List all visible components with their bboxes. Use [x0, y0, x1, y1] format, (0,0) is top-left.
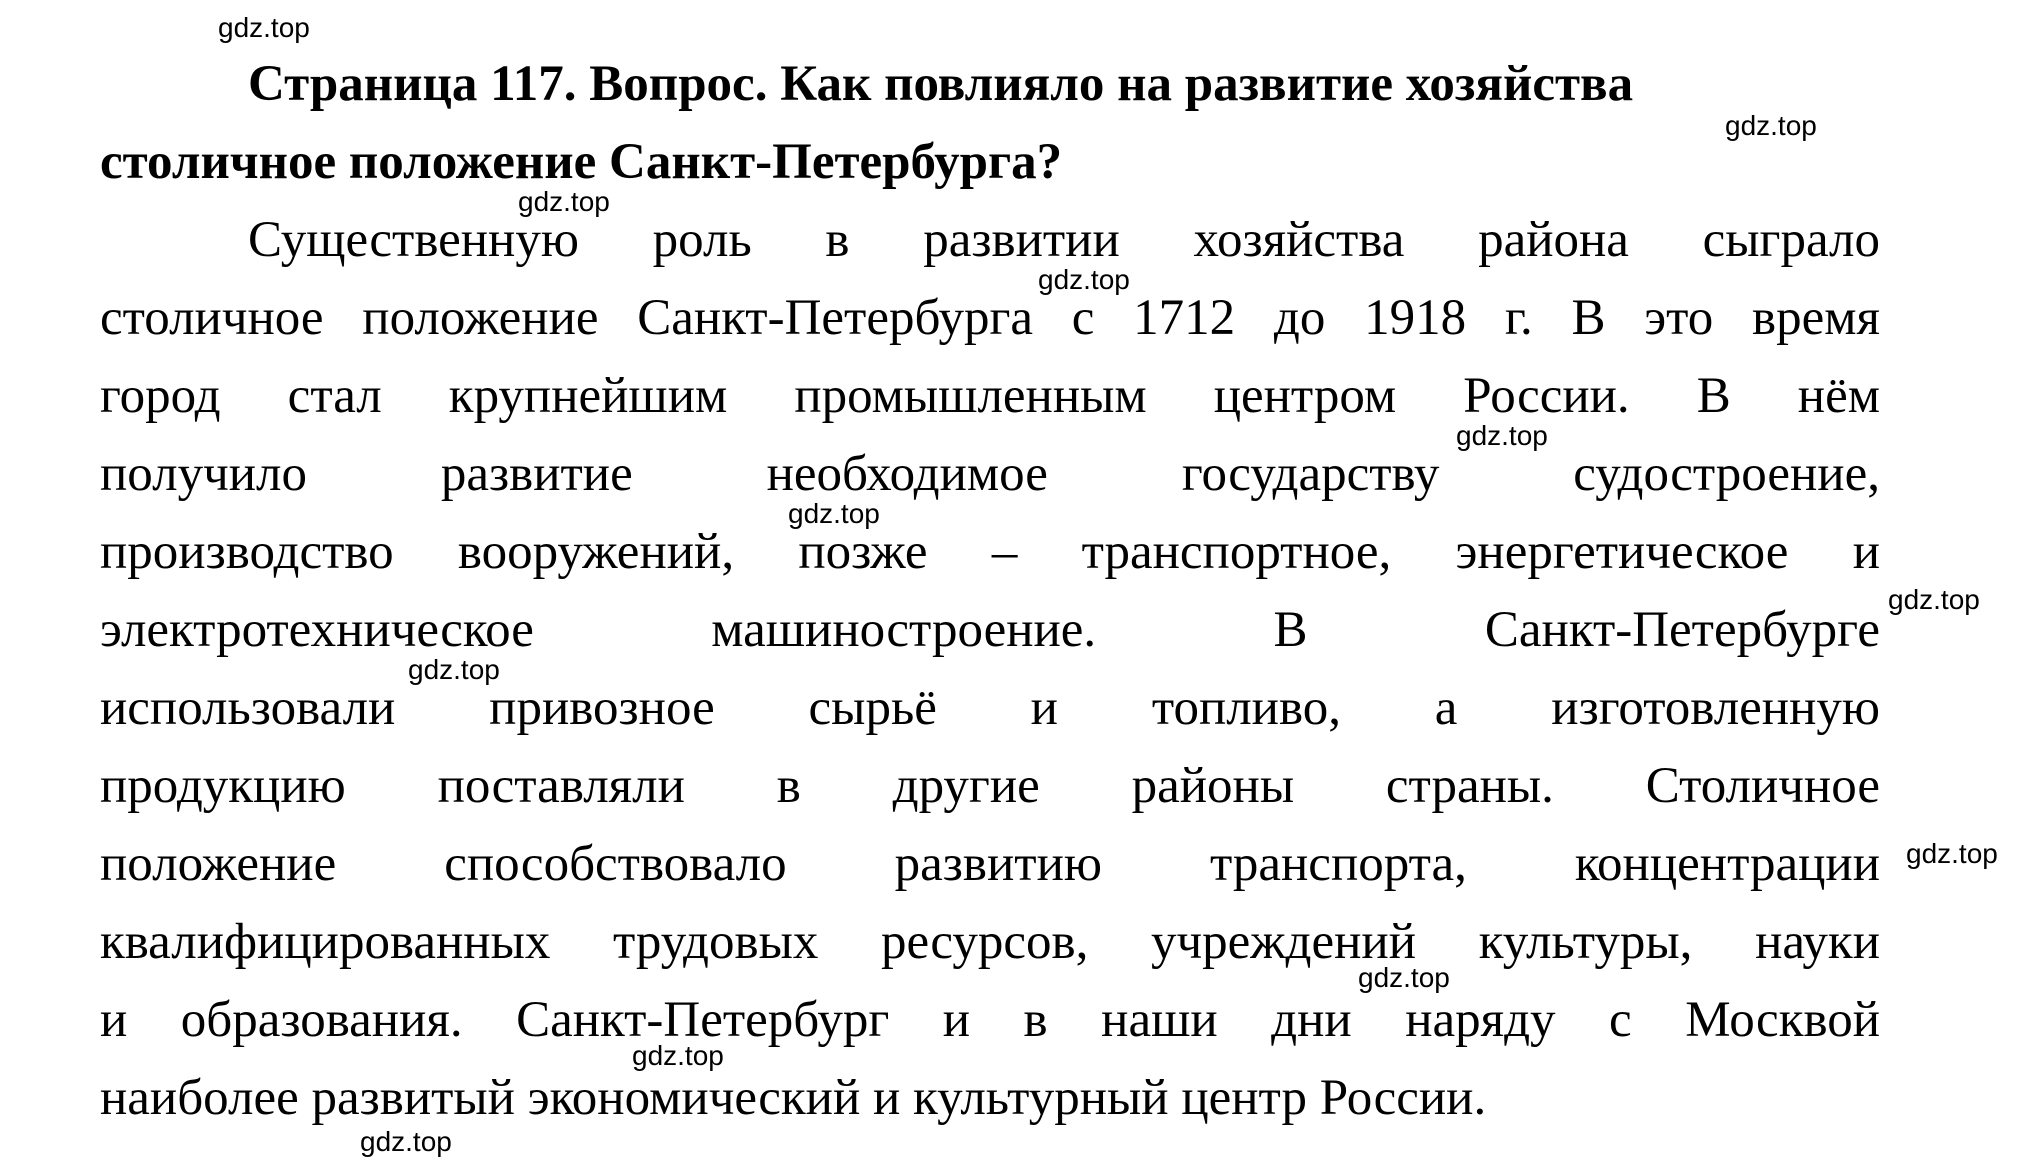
- body-line: производство вооружений, позже – транспортное, энергетическое и: [100, 524, 1880, 580]
- watermark: gdz.top: [360, 1126, 452, 1157]
- body-line: использовали привозное сырьё и топливо, а изготовленную: [100, 680, 1880, 736]
- watermark: gdz.top: [632, 1040, 724, 1071]
- body-line: Существенную роль в развитии хозяйства района сыграло: [248, 212, 1880, 268]
- body-line: квалифицированных трудовых ресурсов, учреждений культуры, науки: [100, 914, 1880, 970]
- watermark: gdz.top: [1038, 264, 1130, 295]
- watermark: gdz.top: [1456, 420, 1548, 451]
- watermark: gdz.top: [1888, 584, 1980, 615]
- body-line: электротехническое машиностроение. В Санкт-Петербурге: [100, 602, 1880, 658]
- body-line: продукцию поставляли в другие районы страны. Столичное: [100, 758, 1880, 814]
- body-line: город стал крупнейшим промышленным центром России. В нём: [100, 368, 1880, 424]
- body-line: наиболее развитый экономический и культурный центр России.: [100, 1070, 1487, 1126]
- title-line: Страница 117. Вопрос. Как повлияло на развитие хозяйства: [248, 56, 1634, 112]
- title-line: столичное положение Санкт-Петербурга?: [100, 134, 1063, 190]
- watermark: gdz.top: [1358, 962, 1450, 993]
- watermark: gdz.top: [1725, 110, 1817, 141]
- watermark: gdz.top: [1906, 838, 1998, 869]
- watermark: gdz.top: [518, 186, 610, 217]
- watermark: gdz.top: [408, 654, 500, 685]
- body-line: получило развитие необходимое государству судостроение,: [100, 446, 1880, 502]
- body-line: положение способствовало развитию транспорта, концентрации: [100, 836, 1880, 892]
- watermark: gdz.top: [788, 498, 880, 529]
- watermark: gdz.top: [218, 12, 310, 43]
- body-line: столичное положение Санкт-Петербурга с 1712 до 1918 г. В это время: [100, 290, 1880, 346]
- body-line: и образования. Санкт-Петербург и в наши дни наряду с Москвой: [100, 992, 1880, 1048]
